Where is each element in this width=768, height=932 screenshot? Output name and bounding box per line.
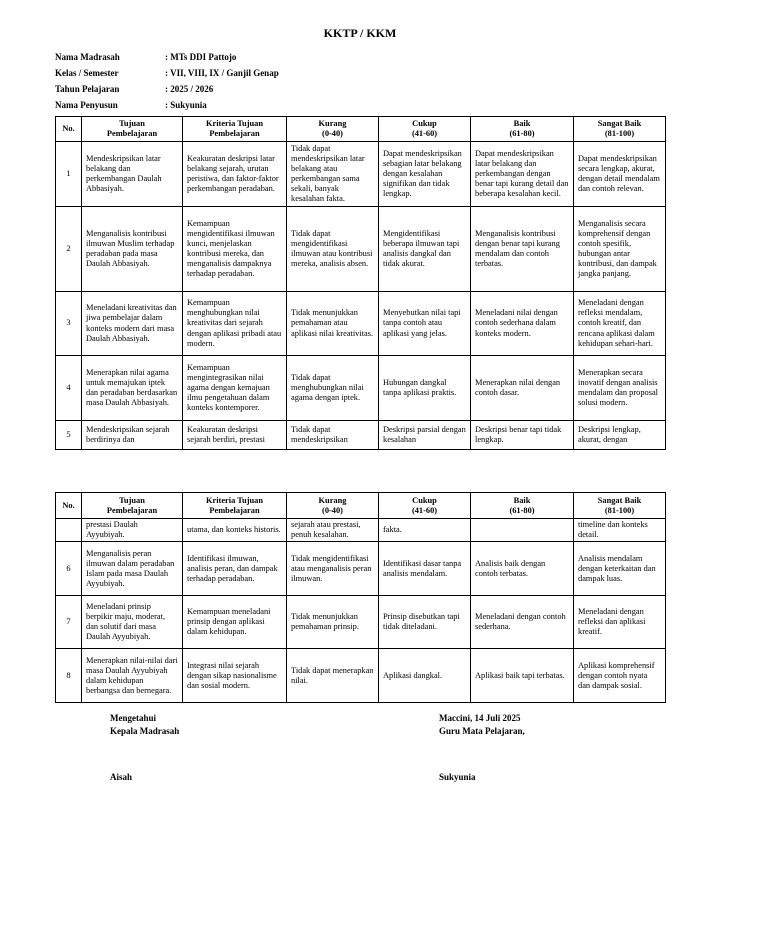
- table-row: [56, 519, 666, 542]
- table-header-row: [56, 493, 666, 519]
- header-kurang: [287, 493, 379, 519]
- cell-cukup: fakta.: [379, 519, 471, 542]
- header-tujuan: [82, 117, 183, 142]
- signature-left-line1: Mengetahui: [110, 713, 156, 723]
- header-line: (81-100): [604, 505, 635, 515]
- header-line: Kurang: [318, 119, 347, 129]
- header-no: No.: [56, 117, 82, 142]
- cell-no: 8: [56, 649, 82, 703]
- cell-kriteria: Kemampuan menghubungkan nilai kreativitas dari sejarah dengan aplikasi pribadi atau modern.: [183, 292, 287, 356]
- info-label: Tahun Pelajaran: [55, 84, 120, 94]
- cell-tujuan: Menganalisis kontribusi ilmuwan Muslim terhadap peradaban pada masa Daulah Abbasiyah.: [82, 207, 183, 292]
- header-line: Tujuan: [119, 119, 145, 129]
- signature-place-date: Maccini, 14 Juli 2025: [439, 713, 521, 723]
- info-label: Nama Madrasah: [55, 52, 120, 62]
- header-line: Tujuan: [119, 495, 145, 505]
- cell-kurang: Tidak mengidentifikasi atau menganalisis peran ilmuwan.: [287, 542, 379, 596]
- cell-kurang: Tidak dapat mendeskripsikan latar belakang atau perkembangan sama sekali, banyak kesalahan fakta.: [287, 142, 379, 207]
- cell-no: 2: [56, 207, 82, 292]
- info-value: : 2025 / 2026: [165, 84, 214, 94]
- cell-baik: Meneladani dengan contoh sederhana.: [471, 596, 574, 649]
- signature-right-name: Sukyunia: [439, 772, 476, 782]
- header-sangat-baik: [574, 493, 666, 519]
- cell-no: [56, 519, 82, 542]
- header-line: (61-80): [509, 129, 535, 138]
- cell-baik: Aplikasi baik tapi terbatas.: [471, 649, 574, 703]
- info-row-kelas: [55, 68, 279, 84]
- cell-cukup: Aplikasi dangkal.: [379, 649, 471, 703]
- cell-sangat-baik: Deskripsi lengkap, akurat, dengan: [574, 421, 666, 450]
- header-kurang: [287, 117, 379, 142]
- header-line: Baik: [513, 119, 531, 129]
- header-line: Kurang: [318, 495, 347, 505]
- cell-cukup: Hubungan dangkal tanpa aplikasi praktis.: [379, 356, 471, 421]
- header-baik: [471, 117, 574, 142]
- header-sangat-baik: [574, 117, 666, 142]
- cell-kurang: Tidak menunjukkan pemahaman prinsip.: [287, 596, 379, 649]
- cell-cukup: Dapat mendeskripsikan sebagian latar belakang dengan kesalahan signifikan dan tidak lengkap.: [379, 142, 471, 207]
- cell-tujuan: Menerapkan nilai agama untuk memajukan iptek dan peradaban berdasarkan masa Daulah Abbasiyah.: [82, 356, 183, 421]
- table-row: [56, 421, 666, 450]
- cell-cukup: Identifikasi dasar tanpa analisis mendalam.: [379, 542, 471, 596]
- header-line: Pembelajaran: [209, 505, 260, 515]
- cell-kurang: Tidak dapat mendeskripsikan: [287, 421, 379, 450]
- header-line: Cukup: [412, 495, 437, 505]
- cell-no: 1: [56, 142, 82, 207]
- cell-tujuan: Meneladani kreativitas dan jiwa pembelajar dalam konteks modern dari masa Daulah Abbasiyah.: [82, 292, 183, 356]
- cell-baik: Dapat mendeskripsikan latar belakang dan perkembangan dengan benar tapi kurang detail dan beberapa kesalahan kecil.: [471, 142, 574, 207]
- cell-kriteria: Keakuratan deskripsi sejarah berdiri, prestasi: [183, 421, 287, 450]
- table-row: [56, 596, 666, 649]
- header-line: (81-100): [604, 129, 635, 138]
- cell-tujuan: Mendeskripsikan sejarah berdirinya dan: [82, 421, 183, 450]
- header-line: Cukup: [412, 119, 437, 129]
- cell-kriteria: Kemampuan meneladani prinsip dengan aplikasi dalam kehidupan.: [183, 596, 287, 649]
- signature-left-line2: Kepala Madrasah: [110, 726, 180, 736]
- info-label: Kelas / Semester: [55, 68, 119, 78]
- cell-sangat-baik: Meneladani dengan refleksi mendalam, contoh kreatif, dan rencana aplikasi dalam kehidupan sehari-hari.: [574, 292, 666, 356]
- cell-baik: Meneladani nilai dengan contoh sederhana dalam konteks modern.: [471, 292, 574, 356]
- cell-cukup: Mengidentifikasi beberapa ilmuwan tapi analisis dangkal dan tidak akurat.: [379, 207, 471, 292]
- cell-sangat-baik: Analisis mendalam dengan keterkaitan dan dampak luas.: [574, 542, 666, 596]
- cell-no: 3: [56, 292, 82, 356]
- header-line: (41-60): [411, 129, 438, 138]
- info-row-penyusun: [55, 100, 279, 116]
- cell-baik: Menerapkan nilai dengan contoh dasar.: [471, 356, 574, 421]
- cell-cukup: Menyebutkan nilai tapi tanpa contoh atau aplikasi yang jelas.: [379, 292, 471, 356]
- page-title: KKTP / KKM: [323, 26, 397, 40]
- table-row: [56, 542, 666, 596]
- header-kriteria: [183, 493, 287, 519]
- info-value: : MTs DDI Pattojo: [165, 52, 237, 62]
- header-no: No.: [56, 493, 82, 519]
- table-row: [56, 142, 666, 207]
- cell-baik: Menganalisis kontribusi dengan benar tapi kurang mendalam dan contoh terbatas.: [471, 207, 574, 292]
- table-header-row: [56, 117, 666, 142]
- cell-sangat-baik: Meneladani dengan refleksi dan aplikasi kreatif.: [574, 596, 666, 649]
- cell-kurang: sejarah atau prestasi, penuh kesalahan.: [287, 519, 379, 542]
- signature-right-line2: Guru Mata Pelajaran,: [439, 726, 525, 736]
- cell-baik: Deskripsi benar tapi tidak lengkap.: [471, 421, 574, 450]
- info-label: Nama Penyusun: [55, 100, 118, 110]
- cell-tujuan: prestasi Daulah Ayyubiyah.: [82, 519, 183, 542]
- header-line: Baik: [513, 495, 531, 505]
- cell-kriteria: Integrasi nilai sejarah dengan sikap nasionalisme dan sosial modern.: [183, 649, 287, 703]
- cell-baik: Analisis baik dengan contoh terbatas.: [471, 542, 574, 596]
- header-line: Kriteria Tujuan: [205, 495, 263, 505]
- cell-kriteria: Kemampuan mengintegrasikan nilai agama dengan kemajuan ilmu pengetahuan dalam konteks kontemporer.: [183, 356, 287, 421]
- info-row-tahun: [55, 84, 279, 100]
- cell-sangat-baik: Aplikasi komprehensif dengan contoh nyata dan dampak sosial.: [574, 649, 666, 703]
- header-cukup: [379, 117, 471, 142]
- cell-tujuan: Meneladani prinsip berpikir maju, moderat, dan solutif dari masa Daulah Ayyubiyah.: [82, 596, 183, 649]
- cell-sangat-baik: Menganalisis secara komprehensif dengan contoh spesifik, hubungan antar kontribusi, dan dampak jangka panjang.: [574, 207, 666, 292]
- header-line: (0-40): [322, 129, 343, 138]
- cell-no: 4: [56, 356, 82, 421]
- info-value: : Sukyunia: [165, 100, 207, 110]
- cell-tujuan: Menganalisis peran ilmuwan dalam peradaban Islam pada masa Daulah Ayyubiyah.: [82, 542, 183, 596]
- cell-cukup: Deskripsi parsial dengan kesalahan: [379, 421, 471, 450]
- cell-no: 5: [56, 421, 82, 450]
- table-row: [56, 356, 666, 421]
- cell-kurang: Tidak dapat menghubungkan nilai agama dengan iptek.: [287, 356, 379, 421]
- header-cukup: [379, 493, 471, 519]
- cell-kriteria: Kemampuan mengidentifikasi ilmuwan kunci, menjelaskan kontribusi mereka, dan menganalisis dampaknya terhadap peradaban.: [183, 207, 287, 292]
- table-row: [56, 649, 666, 703]
- header-line: (61-80): [509, 505, 535, 515]
- header-line: Pembelajaran: [106, 505, 158, 515]
- header-line: (0-40): [322, 505, 343, 515]
- header-line: Pembelajaran: [209, 129, 260, 138]
- header-line: Sangat Baik: [597, 119, 642, 129]
- cell-no: 6: [56, 542, 82, 596]
- cell-tujuan: Mendeskripsikan latar belakang dan perkembangan Daulah Abbasiyah.: [82, 142, 183, 207]
- signature-left-name: Aisah: [110, 772, 133, 782]
- assessment-table-page-1: [55, 116, 666, 450]
- cell-kurang: Tidak dapat mengidentifikasi ilmuwan atau kontribusi mereka, analisis absen.: [287, 207, 379, 292]
- document-info: [55, 52, 279, 116]
- table-row: [56, 292, 666, 356]
- header-tujuan: [82, 493, 183, 519]
- header-kriteria: [183, 117, 287, 142]
- cell-kurang: Tidak menunjukkan pemahaman atau aplikasi nilai kreativitas.: [287, 292, 379, 356]
- header-line: Kriteria Tujuan: [205, 119, 263, 129]
- cell-cukup: Prinsip disebutkan tapi tidak diteladani.: [379, 596, 471, 649]
- cell-no: 7: [56, 596, 82, 649]
- cell-kriteria: Keakuratan deskripsi latar belakang sejarah, urutan peristiwa, dan faktor-faktor perkembangan peradaban.: [183, 142, 287, 207]
- table-row: [56, 207, 666, 292]
- header-line: (41-60): [411, 505, 438, 515]
- cell-baik: [471, 519, 574, 542]
- header-baik: [471, 493, 574, 519]
- cell-sangat-baik: Menerapkan secara inovatif dengan analisis mendalam dan proposal solusi modern.: [574, 356, 666, 421]
- signature-right: [439, 712, 525, 738]
- cell-kriteria: utama, dan konteks historis.: [183, 519, 287, 542]
- cell-sangat-baik: timeline dan konteks detail.: [574, 519, 666, 542]
- header-line: Pembelajaran: [106, 129, 158, 138]
- cell-tujuan: Menerapkan nilai-nilai dari masa Daulah Ayyubiyah dalam kehidupan berbangsa dan bernegara.: [82, 649, 183, 703]
- cell-kurang: Tidak dapat menerapkan nilai.: [287, 649, 379, 703]
- info-row-madrasah: [55, 52, 279, 68]
- header-line: Sangat Baik: [597, 495, 642, 505]
- info-value: : VII, VIII, IX / Ganjil Genap: [165, 68, 279, 78]
- signature-left: [110, 712, 179, 738]
- cell-kriteria: Identifikasi ilmuwan, analisis peran, dan dampak terhadap peradaban.: [183, 542, 287, 596]
- cell-sangat-baik: Dapat mendeskripsikan secara lengkap, akurat, dengan detail mendalam dan contoh relevan.: [574, 142, 666, 207]
- assessment-table-page-2: [55, 492, 666, 703]
